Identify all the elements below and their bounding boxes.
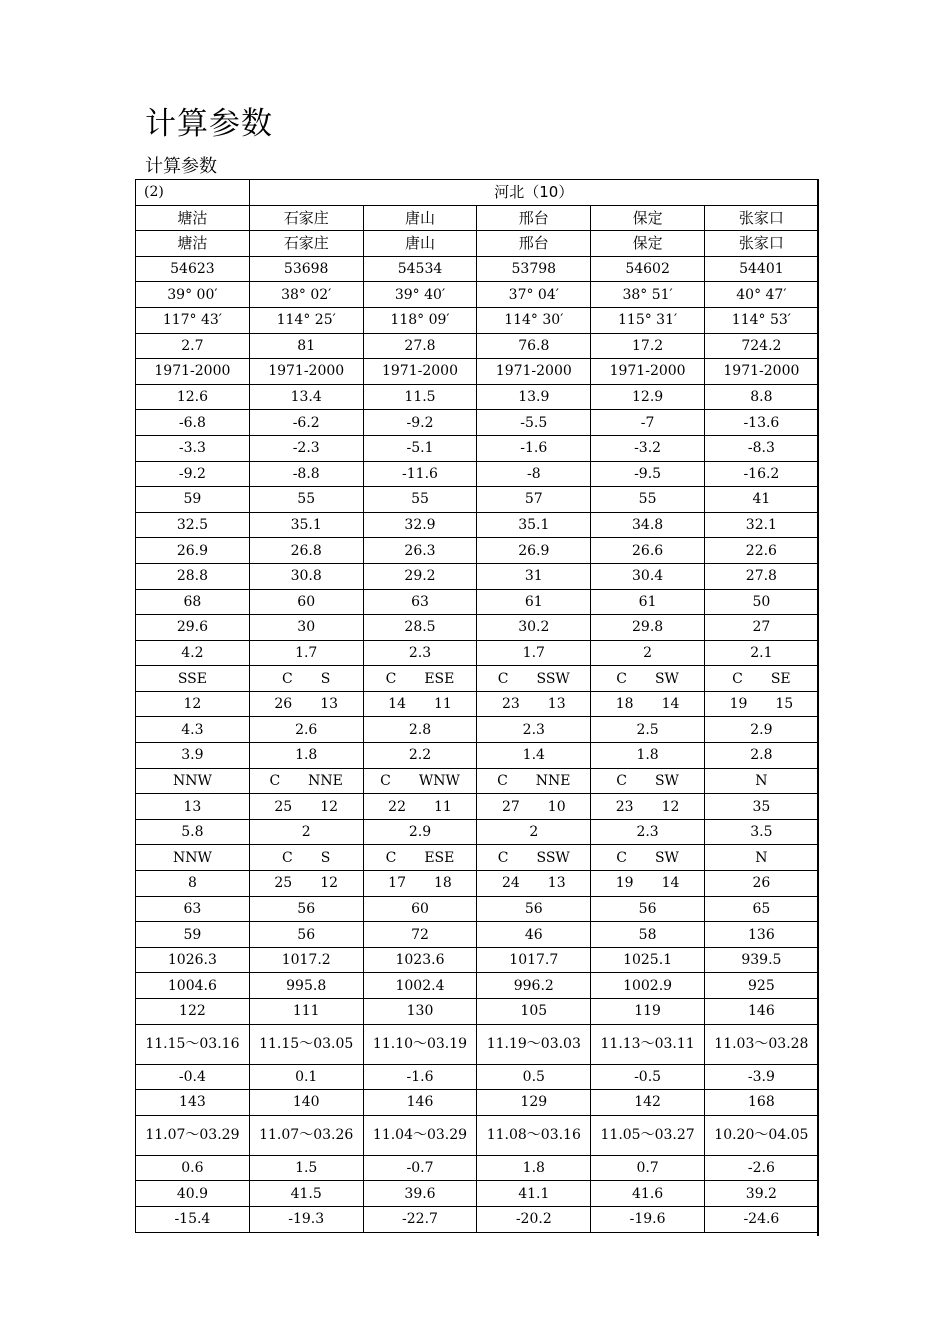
table-cell: 1004.6	[136, 973, 250, 999]
table-cell: N	[704, 768, 818, 794]
table-cell: 13.9	[477, 384, 591, 410]
table-cell: 54623	[136, 256, 250, 282]
table-cell: 115° 31′	[591, 307, 705, 333]
table-cell: 136	[704, 922, 818, 948]
table-row	[136, 947, 819, 973]
table-cell: 24 13	[477, 871, 591, 897]
table-cell: 56	[591, 896, 705, 922]
table-cell: 111	[249, 999, 363, 1025]
table-cell: 22.6	[704, 538, 818, 564]
table-cell: 8	[136, 871, 250, 897]
table-cell: 61	[477, 589, 591, 615]
table-cell: 4.2	[136, 640, 250, 666]
table-cell: 72	[363, 922, 477, 948]
table-cell: 61	[591, 589, 705, 615]
table-row	[136, 1155, 819, 1181]
table-cell: 26 13	[249, 691, 363, 717]
table-cell: 1971-2000	[477, 359, 591, 385]
table-cell: 35.1	[249, 512, 363, 538]
table-row	[136, 666, 819, 692]
table-cell: 63	[136, 896, 250, 922]
table-cell: -5.1	[363, 435, 477, 461]
table-cell: 1026.3	[136, 947, 250, 973]
table-cell: -15.4	[136, 1206, 250, 1232]
table-cell: -20.2	[477, 1206, 591, 1232]
table-cell: 114° 53′	[704, 307, 818, 333]
table-row	[136, 1090, 819, 1116]
table-row	[136, 1181, 819, 1207]
table-cell: 0.6	[136, 1155, 250, 1181]
table-cell: 1.7	[477, 640, 591, 666]
table-cell: 2.8	[704, 743, 818, 769]
table-cell: 35	[704, 794, 818, 820]
table-cell: 2.6	[249, 717, 363, 743]
table-cell: 53698	[249, 256, 363, 282]
table-cell: C NNE	[249, 768, 363, 794]
table-cell: 117° 43′	[136, 307, 250, 333]
table-row	[136, 691, 819, 717]
table-cell: C SSW	[477, 845, 591, 871]
table-cell: -9.2	[136, 461, 250, 487]
table-cell: 1.7	[249, 640, 363, 666]
table-cell: 23 12	[591, 794, 705, 820]
table-cell: 38° 51′	[591, 282, 705, 308]
table-cell: 32.1	[704, 512, 818, 538]
table-row	[136, 922, 819, 948]
table-cell: 939.5	[704, 947, 818, 973]
table-cell: -5.5	[477, 410, 591, 436]
table-cell: -6.2	[249, 410, 363, 436]
table-cell: -6.8	[136, 410, 250, 436]
table-cell: 30.2	[477, 615, 591, 641]
table-cell: -19.3	[249, 1206, 363, 1232]
table-cell: 38° 02′	[249, 282, 363, 308]
table-cell: 2.9	[704, 717, 818, 743]
table-cell: 邢台	[477, 205, 591, 231]
table-cell: 2.5	[591, 717, 705, 743]
table-cell: 146	[704, 999, 818, 1025]
table-cell: 53798	[477, 256, 591, 282]
table-cell: 13	[136, 794, 250, 820]
table-cell: 55	[363, 487, 477, 513]
table-header-row	[136, 180, 819, 206]
table-row	[136, 538, 819, 564]
table-cell: 28.8	[136, 563, 250, 589]
table-row	[136, 410, 819, 436]
table-row	[136, 384, 819, 410]
table-cell: 995.8	[249, 973, 363, 999]
table-cell: 11.19～03.03	[477, 1024, 591, 1064]
table-cell: 11.07～03.29	[136, 1115, 250, 1155]
table-cell: 32.5	[136, 512, 250, 538]
table-cell: -11.6	[363, 461, 477, 487]
table-cell: 142	[591, 1090, 705, 1116]
climate-parameters-table	[135, 179, 819, 1233]
table-cell: 146	[363, 1090, 477, 1116]
table-cell: 30	[249, 615, 363, 641]
table-row	[136, 768, 819, 794]
table-cell: C WNW	[363, 768, 477, 794]
table-cell: 11.04～03.29	[363, 1115, 477, 1155]
table-cell: -2.6	[704, 1155, 818, 1181]
table-cell: 39.2	[704, 1181, 818, 1207]
table-cell: N	[704, 845, 818, 871]
table-cell: 3.5	[704, 819, 818, 845]
table-cell: 2.3	[591, 819, 705, 845]
table-cell: 0.7	[591, 1155, 705, 1181]
table-cell: 41.1	[477, 1181, 591, 1207]
table-cell: 2	[591, 640, 705, 666]
table-cell: 1971-2000	[591, 359, 705, 385]
table-code-cell: (2)	[136, 180, 250, 206]
table-cell: -13.6	[704, 410, 818, 436]
table-row	[136, 512, 819, 538]
table-cell: 50	[704, 589, 818, 615]
table-cell: 41.6	[591, 1181, 705, 1207]
table-row	[136, 256, 819, 282]
table-cell: 29.8	[591, 615, 705, 641]
table-row	[136, 1115, 819, 1155]
table-cell: 46	[477, 922, 591, 948]
table-cell: 41.5	[249, 1181, 363, 1207]
table-cell: 18 14	[591, 691, 705, 717]
table-row	[136, 435, 819, 461]
table-cell: 168	[704, 1090, 818, 1116]
table-cell: 12	[136, 691, 250, 717]
table-cell: 37° 04′	[477, 282, 591, 308]
table-cell: 11.07～03.26	[249, 1115, 363, 1155]
table-cell: 60	[249, 589, 363, 615]
table-cell: 1.8	[249, 743, 363, 769]
table-cell: 8.8	[704, 384, 818, 410]
table-cell: 63	[363, 589, 477, 615]
table-cell: 30.4	[591, 563, 705, 589]
table-cell: 17.2	[591, 333, 705, 359]
table-cell: C SW	[591, 845, 705, 871]
table-row	[136, 333, 819, 359]
table-cell: 2.8	[363, 717, 477, 743]
table-cell: -0.5	[591, 1064, 705, 1090]
table-cell: 1971-2000	[363, 359, 477, 385]
table-cell: -3.3	[136, 435, 250, 461]
table-cell: 11.05～03.27	[591, 1115, 705, 1155]
table-cell: 2.9	[363, 819, 477, 845]
table-cell: 119	[591, 999, 705, 1025]
table-cell: 59	[136, 487, 250, 513]
table-cell: 塘沽	[136, 231, 250, 257]
table-cell: 996.2	[477, 973, 591, 999]
table-row	[136, 794, 819, 820]
table-cell: 1017.7	[477, 947, 591, 973]
table-cell: 54401	[704, 256, 818, 282]
table-cell: 114° 30′	[477, 307, 591, 333]
table-row	[136, 487, 819, 513]
table-cell: 2	[249, 819, 363, 845]
table-cell: 57	[477, 487, 591, 513]
table-cell: C S	[249, 666, 363, 692]
table-cell: 1025.1	[591, 947, 705, 973]
table-cell: 26.9	[136, 538, 250, 564]
table-cell: 56	[477, 896, 591, 922]
table-cell: 唐山	[363, 205, 477, 231]
table-cell: 保定	[591, 205, 705, 231]
table-cell: 35.1	[477, 512, 591, 538]
table-cell: C NNE	[477, 768, 591, 794]
table-cell: 40° 47′	[704, 282, 818, 308]
table-cell: 140	[249, 1090, 363, 1116]
table-cell: 114° 25′	[249, 307, 363, 333]
table-cell: 1.8	[477, 1155, 591, 1181]
table-cell: -19.6	[591, 1206, 705, 1232]
table-cell: 55	[591, 487, 705, 513]
table-cell: 22 11	[363, 794, 477, 820]
table-cell: 1.4	[477, 743, 591, 769]
table-cell: 11.13～03.11	[591, 1024, 705, 1064]
table-cell: -1.6	[363, 1064, 477, 1090]
table-row	[136, 845, 819, 871]
table-cell: 11.10～03.19	[363, 1024, 477, 1064]
table-row	[136, 999, 819, 1025]
table-cell: 13.4	[249, 384, 363, 410]
table-cell: 56	[249, 896, 363, 922]
table-cell: 塘沽	[136, 205, 250, 231]
table-cell: 1002.4	[363, 973, 477, 999]
table-cell: 3.9	[136, 743, 250, 769]
table-cell: 54602	[591, 256, 705, 282]
table-cell: 29.6	[136, 615, 250, 641]
table-cell: 26.9	[477, 538, 591, 564]
table-cell: 2.1	[704, 640, 818, 666]
table-row	[136, 871, 819, 897]
table-cell: 0.5	[477, 1064, 591, 1090]
table-cell: 2.7	[136, 333, 250, 359]
table-cell: 60	[363, 896, 477, 922]
table-cell: 31	[477, 563, 591, 589]
table-cell: -1.6	[477, 435, 591, 461]
table-row	[136, 640, 819, 666]
table-cell: NNW	[136, 845, 250, 871]
table-cell: 11.15～03.05	[249, 1024, 363, 1064]
table-cell: 59	[136, 922, 250, 948]
table-cell: 27.8	[704, 563, 818, 589]
table-cell: 11.5	[363, 384, 477, 410]
table-cell: 54534	[363, 256, 477, 282]
table-cell: 55	[249, 487, 363, 513]
table-cell: -0.7	[363, 1155, 477, 1181]
table-cell: 58	[591, 922, 705, 948]
table-cell: -24.6	[704, 1206, 818, 1232]
table-cell: 1023.6	[363, 947, 477, 973]
table-cell: 23 13	[477, 691, 591, 717]
table-cell: -9.2	[363, 410, 477, 436]
page-title: 计算参数	[145, 106, 273, 142]
table-cell: 26.3	[363, 538, 477, 564]
table-cell: 19 15	[704, 691, 818, 717]
table-cell: 11.15～03.16	[136, 1024, 250, 1064]
table-cell: 26.8	[249, 538, 363, 564]
table-cell: NNW	[136, 768, 250, 794]
table-row	[136, 359, 819, 385]
table-cell: C SE	[704, 666, 818, 692]
table-cell: 143	[136, 1090, 250, 1116]
table-cell: 25 12	[249, 794, 363, 820]
table-cell: 30.8	[249, 563, 363, 589]
table-cell: 12.9	[591, 384, 705, 410]
table-cell: 石家庄	[249, 205, 363, 231]
table-cell: C ESE	[363, 845, 477, 871]
table-cell: 28.5	[363, 615, 477, 641]
table-cell: C SW	[591, 666, 705, 692]
table-cell: 邢台	[477, 231, 591, 257]
table-cell: 石家庄	[249, 231, 363, 257]
table-cell: 27.8	[363, 333, 477, 359]
table-cell: C ESE	[363, 666, 477, 692]
table-cell: -8.3	[704, 435, 818, 461]
table-row	[136, 973, 819, 999]
table-cell: 76.8	[477, 333, 591, 359]
table-cell: 17 18	[363, 871, 477, 897]
table-cell: C SSW	[477, 666, 591, 692]
table-cell: 26.6	[591, 538, 705, 564]
table-row	[136, 1206, 819, 1232]
table-cell: 1971-2000	[136, 359, 250, 385]
table-body	[136, 180, 819, 1233]
table-row	[136, 282, 819, 308]
table-cell: 10.20～04.05	[704, 1115, 818, 1155]
table-cell: 41	[704, 487, 818, 513]
table-row	[136, 819, 819, 845]
table-cell: 105	[477, 999, 591, 1025]
table-cell: 5.8	[136, 819, 250, 845]
table-cell: 724.2	[704, 333, 818, 359]
table-cell: 39.6	[363, 1181, 477, 1207]
table-cell: 34.8	[591, 512, 705, 538]
table-cell: 4.3	[136, 717, 250, 743]
table-cell: 张家口	[704, 205, 818, 231]
table-cell: 0.1	[249, 1064, 363, 1090]
table-cell: 25 12	[249, 871, 363, 897]
table-cell: 19 14	[591, 871, 705, 897]
table-cell: 12.6	[136, 384, 250, 410]
table-cell: -2.3	[249, 435, 363, 461]
table-row	[136, 896, 819, 922]
table-row	[136, 717, 819, 743]
table-cell: 27 10	[477, 794, 591, 820]
table-row	[136, 1024, 819, 1064]
table-cell: 2	[477, 819, 591, 845]
table-row	[136, 615, 819, 641]
table-cell: -8	[477, 461, 591, 487]
table-cell: 29.2	[363, 563, 477, 589]
table-row	[136, 205, 819, 231]
table-cell: 唐山	[363, 231, 477, 257]
table-cell: 1.8	[591, 743, 705, 769]
table-caption: 计算参数	[145, 156, 217, 177]
table-cell: 68	[136, 589, 250, 615]
table-cell: 保定	[591, 231, 705, 257]
table-right-border	[817, 179, 819, 1236]
table-row	[136, 461, 819, 487]
table-cell: -7	[591, 410, 705, 436]
table-row	[136, 307, 819, 333]
table-cell: 张家口	[704, 231, 818, 257]
table-cell: -8.8	[249, 461, 363, 487]
table-cell: 40.9	[136, 1181, 250, 1207]
table-cell: 2.3	[363, 640, 477, 666]
table-cell: 130	[363, 999, 477, 1025]
table-cell: -3.9	[704, 1064, 818, 1090]
province-header-cell: 河北（10）	[249, 180, 818, 206]
table-cell: 11.08～03.16	[477, 1115, 591, 1155]
table-cell: 11.03～03.28	[704, 1024, 818, 1064]
table-cell: -16.2	[704, 461, 818, 487]
table-cell: 1002.9	[591, 973, 705, 999]
table-cell: 1017.2	[249, 947, 363, 973]
table-cell: 39° 40′	[363, 282, 477, 308]
table-cell: 1971-2000	[249, 359, 363, 385]
table-cell: 32.9	[363, 512, 477, 538]
table-row	[136, 231, 819, 257]
table-cell: 56	[249, 922, 363, 948]
table-cell: 65	[704, 896, 818, 922]
table-row	[136, 1064, 819, 1090]
table-cell: C SW	[591, 768, 705, 794]
table-cell: 27	[704, 615, 818, 641]
table-cell: 129	[477, 1090, 591, 1116]
table-cell: 39° 00′	[136, 282, 250, 308]
table-cell: -22.7	[363, 1206, 477, 1232]
table-cell: 2.2	[363, 743, 477, 769]
table-cell: 81	[249, 333, 363, 359]
table-cell: SSE	[136, 666, 250, 692]
table-row	[136, 743, 819, 769]
table-cell: -3.2	[591, 435, 705, 461]
table-row	[136, 589, 819, 615]
table-cell: 2.3	[477, 717, 591, 743]
table-cell: -9.5	[591, 461, 705, 487]
table-cell: C S	[249, 845, 363, 871]
table-cell: 14 11	[363, 691, 477, 717]
table-row	[136, 563, 819, 589]
table-cell: 118° 09′	[363, 307, 477, 333]
table-cell: 26	[704, 871, 818, 897]
table-cell: 925	[704, 973, 818, 999]
table-cell: 122	[136, 999, 250, 1025]
table-cell: 1.5	[249, 1155, 363, 1181]
table-cell: 1971-2000	[704, 359, 818, 385]
table-cell: -0.4	[136, 1064, 250, 1090]
